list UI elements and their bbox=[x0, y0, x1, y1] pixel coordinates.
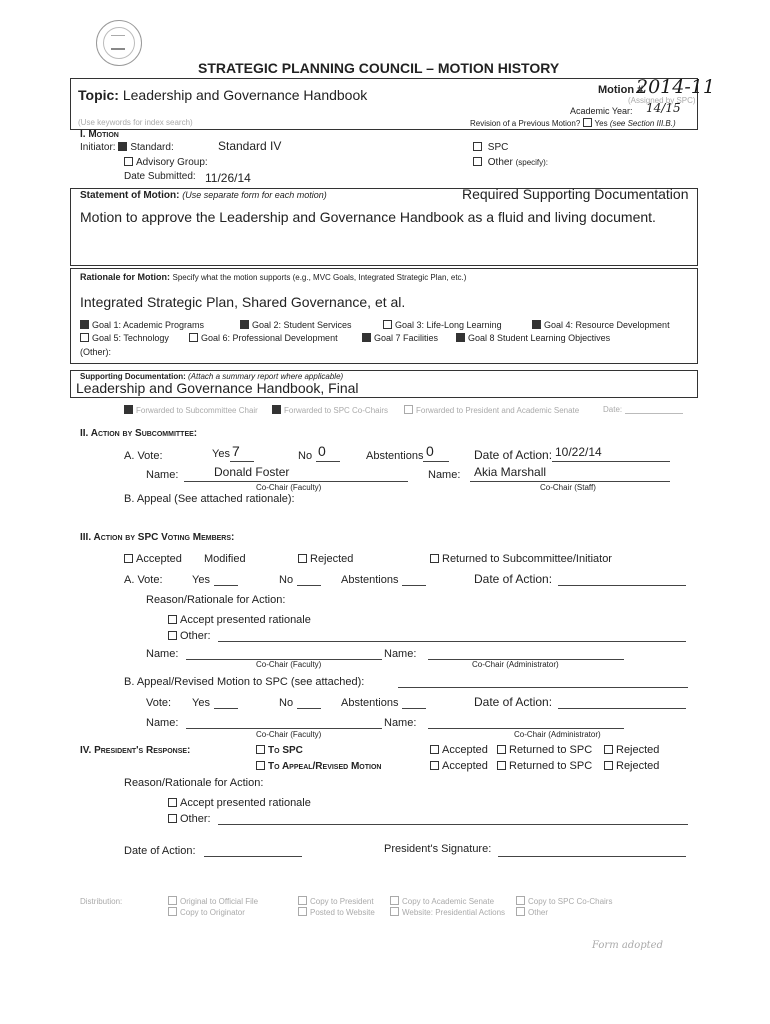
spc-name1-label: Name: bbox=[146, 648, 179, 660]
sub-no-value: 0 bbox=[318, 443, 326, 459]
appeal-yes-line[interactable] bbox=[214, 708, 238, 709]
spc-modified-label: Modified bbox=[204, 553, 246, 565]
college-seal bbox=[96, 20, 142, 66]
spc-accept-rationale-checkbox[interactable] bbox=[168, 615, 177, 624]
appeal-name1-role: Co-Chair (Faculty) bbox=[256, 730, 322, 739]
appeal-name2-label: Name: bbox=[384, 717, 417, 729]
pres-appeal-returned-label: Returned to SPC bbox=[509, 760, 593, 772]
section-4-title: IV. President's Response: bbox=[80, 745, 191, 756]
spc-other-checkbox[interactable] bbox=[168, 631, 177, 640]
academic-year-label: Academic Year: bbox=[570, 106, 633, 116]
sub-abst-line bbox=[423, 461, 449, 462]
dist-president-label: Copy to President bbox=[310, 897, 374, 906]
dist-president-checkbox[interactable] bbox=[298, 896, 307, 905]
forward-subcommittee-checkbox[interactable] bbox=[124, 405, 133, 414]
to-spc-label: To SPC bbox=[268, 745, 303, 756]
pres-spc-accepted-label: Accepted bbox=[442, 744, 488, 756]
goal-2-checkbox[interactable] bbox=[240, 320, 249, 329]
dist-cochairs-label: Copy to SPC Co-Chairs bbox=[528, 897, 613, 906]
rationale-label: Rationale for Motion: bbox=[80, 272, 170, 282]
sub-yes-label: Yes bbox=[212, 448, 230, 460]
standard-checkbox[interactable] bbox=[118, 142, 127, 151]
dist-other-label: Other bbox=[528, 908, 549, 917]
section-3-title: III. Action by SPC Voting Members: bbox=[80, 532, 235, 543]
supporting-label: Supporting Documentation: bbox=[80, 372, 186, 381]
spc-yes-label: Yes bbox=[192, 574, 210, 586]
spc-reason-label: Reason/Rationale for Action: bbox=[146, 594, 286, 606]
date-submitted-value: 11/26/14 bbox=[205, 171, 251, 185]
pres-appeal-returned-checkbox[interactable] bbox=[497, 761, 506, 770]
page-title: STRATEGIC PLANNING COUNCIL – MOTION HISTORY bbox=[198, 60, 560, 76]
sub-appeal: B. Appeal (See attached rationale): bbox=[124, 493, 295, 505]
academic-year-value: 14/15 bbox=[646, 101, 681, 115]
spc-appeal-revised: B. Appeal/Revised Motion to SPC (see attached): bbox=[124, 676, 365, 688]
spc-name1-role: Co-Chair (Faculty) bbox=[256, 660, 322, 669]
appeal-name1-label: Name: bbox=[146, 717, 179, 729]
spc-no-label: No bbox=[279, 574, 294, 586]
other-checkbox[interactable] bbox=[473, 157, 482, 166]
rationale-hint: Specify what the motion supports (e.g., MVC Goals, Integrated Strategic Plan, etc.) bbox=[172, 273, 467, 282]
sub-date-label: Date of Action: bbox=[474, 448, 553, 462]
initiator-label: Initiator: bbox=[80, 142, 116, 153]
forward-president-checkbox[interactable] bbox=[404, 405, 413, 414]
pres-other-label: Other: bbox=[180, 813, 211, 825]
other-hint: (specify): bbox=[515, 158, 549, 167]
goal-1-label: Goal 1: Academic Programs bbox=[92, 320, 205, 330]
spc-date-line[interactable] bbox=[558, 585, 686, 586]
standard-value: Standard IV bbox=[218, 139, 282, 153]
spc-accept-rationale-label: Accept presented rationale bbox=[180, 614, 311, 626]
forward-president-label: Forwarded to President and Academic Senate bbox=[416, 406, 580, 415]
topic-value: Leadership and Governance Handbook bbox=[122, 87, 368, 103]
appeal-no-label: No bbox=[279, 697, 294, 709]
goal-1-checkbox[interactable] bbox=[80, 320, 89, 329]
supporting-text: Leadership and Governance Handbook, Final bbox=[76, 380, 359, 396]
dist-senate-label: Copy to Academic Senate bbox=[402, 897, 495, 906]
forward-date-label: Date: bbox=[603, 405, 623, 414]
pres-appeal-accepted-checkbox[interactable] bbox=[430, 761, 439, 770]
dist-website-checkbox[interactable] bbox=[298, 907, 307, 916]
appeal-abst-line[interactable] bbox=[402, 708, 426, 709]
pres-appeal-rejected-label: Rejected bbox=[616, 760, 660, 772]
revision-see-note: (see Section III.B.) bbox=[609, 119, 676, 128]
sub-date-value: 10/22/14 bbox=[555, 445, 602, 459]
other-label: Other bbox=[487, 157, 513, 168]
pres-other-line[interactable] bbox=[218, 824, 688, 825]
forward-spc-checkbox[interactable] bbox=[272, 405, 281, 414]
pres-spc-rejected-label: Rejected bbox=[616, 744, 660, 756]
spc-returned-label: Returned to Subcommittee/Initiator bbox=[442, 553, 612, 565]
pres-signature-label: President's Signature: bbox=[384, 843, 492, 855]
appeal-date-label: Date of Action: bbox=[474, 695, 553, 709]
appeal-name2-line[interactable] bbox=[428, 728, 624, 729]
appeal-name1-line[interactable] bbox=[186, 728, 382, 729]
standard-label: Standard: bbox=[130, 142, 174, 153]
topic-label: Topic: bbox=[78, 87, 119, 103]
goal-3-checkbox[interactable] bbox=[383, 320, 392, 329]
spc-accepted-checkbox[interactable] bbox=[124, 554, 133, 563]
appeal-yes-label: Yes bbox=[192, 697, 210, 709]
spc-appeal-line[interactable] bbox=[398, 687, 688, 688]
goal-6-checkbox[interactable] bbox=[189, 333, 198, 342]
pres-accept-rationale-checkbox[interactable] bbox=[168, 798, 177, 807]
distribution-label: Distribution: bbox=[80, 897, 123, 906]
goal-3-label: Goal 3: Life-Long Learning bbox=[395, 320, 502, 330]
dist-presactions-label: Website: Presidential Actions bbox=[402, 908, 506, 917]
pres-appeal-accepted-label: Accepted bbox=[442, 760, 488, 772]
statement-text: Motion to approve the Leadership and Governance Handbook as a fluid and living document. bbox=[80, 209, 656, 225]
dist-senate-checkbox[interactable] bbox=[390, 896, 399, 905]
motion-label: Motion # bbox=[598, 84, 644, 96]
sub-no-label: No bbox=[298, 450, 313, 462]
goal-4-label: Goal 4: Resource Development bbox=[544, 320, 670, 330]
goal-5-checkbox[interactable] bbox=[80, 333, 89, 342]
appeal-abst-label: Abstentions bbox=[341, 697, 399, 709]
spc-rejected-label: Rejected bbox=[310, 553, 354, 565]
spc-vote-label: A. Vote: bbox=[124, 574, 163, 586]
sub-yes-value: 7 bbox=[232, 443, 240, 459]
sub-name1-line bbox=[184, 481, 408, 482]
spc-name2-label: Name: bbox=[384, 648, 417, 660]
advisory-checkbox[interactable] bbox=[124, 157, 133, 166]
revision-yes-checkbox[interactable] bbox=[583, 118, 592, 127]
section-1-title: I. Motion bbox=[80, 129, 119, 140]
spc-rejected-checkbox[interactable] bbox=[298, 554, 307, 563]
forward-date-line[interactable] bbox=[625, 413, 683, 414]
goal-2-label: Goal 2: Student Services bbox=[252, 320, 352, 330]
assigned-by: (Assigned by SPC) bbox=[628, 96, 696, 105]
goals-other: (Other): bbox=[80, 347, 112, 357]
appeal-name2-role: Co-Chair (Administrator) bbox=[514, 730, 601, 739]
appeal-vote-label: Vote: bbox=[146, 697, 172, 709]
sub-name2-label: Name: bbox=[428, 469, 461, 481]
pres-appeal-rejected-checkbox[interactable] bbox=[604, 761, 613, 770]
dist-originator-label: Copy to Originator bbox=[180, 908, 245, 917]
pres-accept-rationale-label: Accept presented rationale bbox=[180, 797, 311, 809]
form-adopted: Form adopted bbox=[592, 940, 663, 951]
spc-abst-label: Abstentions bbox=[341, 574, 399, 586]
vote-label-a: A. Vote: bbox=[124, 450, 163, 462]
forward-spc-label: Forwarded to SPC Co-Chairs bbox=[284, 406, 389, 415]
rationale-text: Integrated Strategic Plan, Shared Governance, et al. bbox=[80, 294, 406, 310]
forward-subcommittee-label: Forwarded to Subcommittee Chair bbox=[136, 406, 258, 415]
sub-yes-line bbox=[230, 461, 254, 462]
spc-checkbox[interactable] bbox=[473, 142, 482, 151]
spc-other-line[interactable] bbox=[218, 641, 686, 642]
spc-name2-role: Co-Chair (Administrator) bbox=[472, 660, 559, 669]
required-docs: Required Supporting Documentation bbox=[462, 186, 689, 202]
statement-label: Statement of Motion: bbox=[80, 190, 180, 201]
appeal-no-line[interactable] bbox=[297, 708, 321, 709]
advisory-label: Advisory Group: bbox=[136, 157, 208, 168]
goal-7-label: Goal 7 Facilities bbox=[374, 333, 439, 343]
dist-originator-checkbox[interactable] bbox=[168, 907, 177, 916]
dist-presactions-checkbox[interactable] bbox=[390, 907, 399, 916]
dist-other-checkbox[interactable] bbox=[516, 907, 525, 916]
dist-cochairs-checkbox[interactable] bbox=[516, 896, 525, 905]
goal-4-checkbox[interactable] bbox=[532, 320, 541, 329]
pres-reason-label: Reason/Rationale for Action: bbox=[124, 777, 264, 789]
pres-other-checkbox[interactable] bbox=[168, 814, 177, 823]
sub-name2-role: Co-Chair (Staff) bbox=[540, 483, 596, 492]
to-appeal-checkbox[interactable] bbox=[256, 761, 265, 770]
pres-signature-line[interactable] bbox=[498, 856, 686, 857]
dist-original-checkbox[interactable] bbox=[168, 896, 177, 905]
goal-8-label: Goal 8 Student Learning Objectives bbox=[468, 333, 611, 343]
goal-8-checkbox[interactable] bbox=[456, 333, 465, 342]
section-2-title: II. Action by Subcommittee: bbox=[80, 428, 198, 439]
to-appeal-label: To Appeal/Revised Motion bbox=[268, 761, 382, 772]
dist-original-label: Original to Official File bbox=[180, 897, 259, 906]
sub-name2-line bbox=[470, 481, 670, 482]
spc-date-label: Date of Action: bbox=[474, 572, 553, 586]
date-submitted-label: Date Submitted: bbox=[124, 171, 196, 182]
goal-5-label: Goal 5: Technology bbox=[92, 333, 169, 343]
keywords-hint: (Use keywords for index search) bbox=[78, 118, 193, 127]
spc-other-label: Other: bbox=[180, 630, 211, 642]
sub-date-line bbox=[552, 461, 670, 462]
rationale-box bbox=[70, 268, 698, 364]
pres-date-label: Date of Action: bbox=[124, 845, 196, 857]
sub-abst-label: Abstentions bbox=[366, 450, 424, 462]
pres-date-line[interactable] bbox=[204, 856, 302, 857]
sub-name1-label: Name: bbox=[146, 469, 179, 481]
to-spc-checkbox[interactable] bbox=[256, 745, 265, 754]
supporting-hint: (Attach a summary report where applicable) bbox=[188, 372, 344, 381]
dist-website-label: Posted to Website bbox=[310, 908, 375, 917]
sub-name1-role: Co-Chair (Faculty) bbox=[256, 483, 322, 492]
pres-spc-returned-checkbox[interactable] bbox=[497, 745, 506, 754]
spc-label: SPC bbox=[487, 142, 509, 153]
goal-6-label: Goal 6: Professional Development bbox=[201, 333, 338, 343]
spc-yes-line[interactable] bbox=[214, 585, 238, 586]
revision-yes-label: Yes bbox=[594, 119, 608, 128]
revision-label: Revision of a Previous Motion? bbox=[470, 119, 581, 128]
motion-number: 2014-11 bbox=[636, 76, 715, 98]
sub-name1-value: Donald Foster bbox=[214, 465, 290, 479]
statement-hint: (Use separate form for each motion) bbox=[182, 190, 327, 200]
sub-no-line bbox=[316, 461, 340, 462]
spc-accepted-label: Accepted bbox=[136, 553, 182, 565]
pres-spc-accepted-checkbox[interactable] bbox=[430, 745, 439, 754]
spc-no-line[interactable] bbox=[297, 585, 321, 586]
spc-returned-checkbox[interactable] bbox=[430, 554, 439, 563]
spc-abst-line[interactable] bbox=[402, 585, 426, 586]
pres-spc-rejected-checkbox[interactable] bbox=[604, 745, 613, 754]
pres-spc-returned-label: Returned to SPC bbox=[509, 744, 593, 756]
goal-7-checkbox[interactable] bbox=[362, 333, 371, 342]
sub-abst-value: 0 bbox=[426, 443, 434, 459]
sub-name2-value: Akia Marshall bbox=[474, 465, 547, 479]
appeal-date-line[interactable] bbox=[558, 708, 686, 709]
